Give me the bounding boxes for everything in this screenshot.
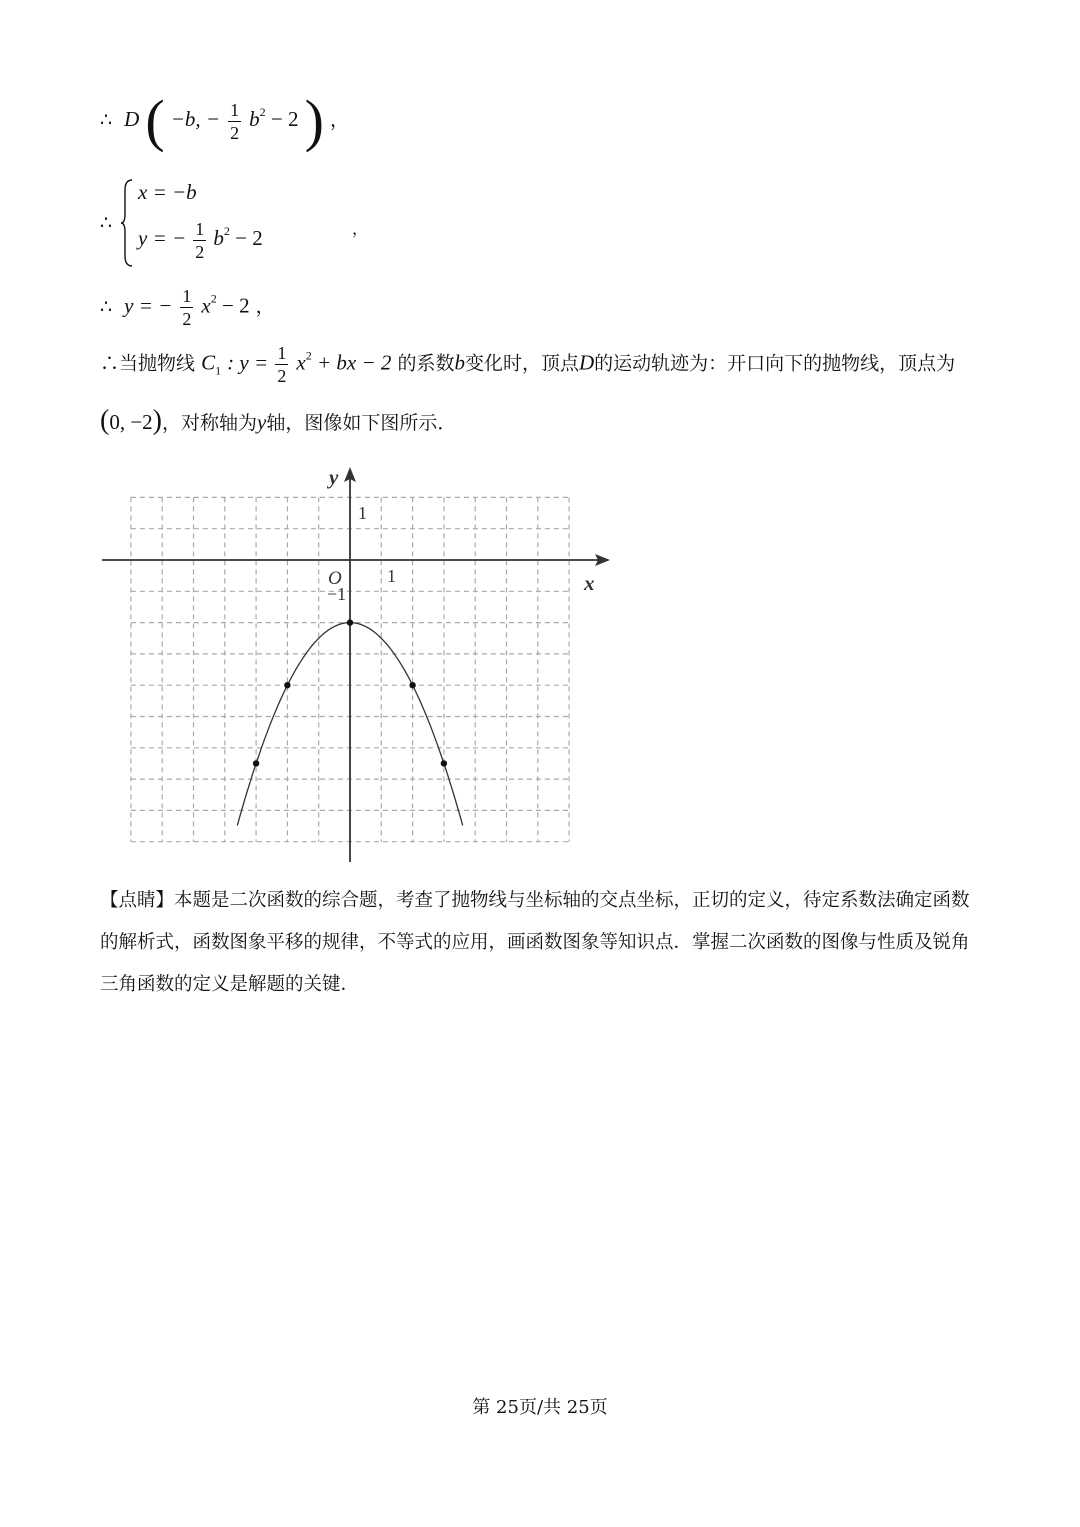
constant-part: − 2 [265,107,299,131]
open-paren: ( [145,88,165,153]
comma: ， [329,109,349,131]
marked-point [409,682,415,688]
point-d-label: D [124,107,140,131]
x-tick-label-1: 1 [387,566,396,586]
comma: ， [352,219,369,238]
curve-name: C [201,350,216,375]
fraction-half: $\frac{1}{2}$ [230,99,240,143]
therefore-symbol: ∴ [100,109,113,131]
fraction-half: $\frac{1}{2}$ [195,219,205,262]
close-paren: ) [304,88,324,153]
note-title: 【点睛】 [100,890,175,911]
y-axis-label: y [329,465,339,489]
origin-label: O [328,568,342,589]
therefore-symbol: ∴ [100,212,113,234]
parabola-graph [95,462,615,867]
note-body: 本题是二次函数的综合题，考查了抛物线与坐标轴的交点坐标，正切的定义，待定系数法确定函数的解析式，函数图象平移的规律，不等式的应用，画函数图象等知识点．掌握二次函数的图像与性质及锐角三角函数的定义是解题的关键． [100,890,970,995]
marked-point [347,619,353,625]
exponent: 2 [259,105,266,119]
y-tick-label-neg-1: −1 [327,584,347,604]
derivation-line-d-coordinates [100,88,349,153]
therefore-symbol: ∴ [100,295,113,318]
system-row-1: x = −b [138,180,197,204]
marked-point [441,760,447,766]
y-tick-label-1: 1 [358,503,367,523]
key-point-note [100,880,980,1006]
page-footer: 第 25页/共 25页 [472,1397,608,1418]
fraction-half: $\frac{1}{2}$ [182,286,192,329]
conclusion-line: ∴当抛物线 $C_1$ : y = $\frac{1}{2}$ $x^2$ + bx − 2 的系数b变化时，顶点D的运动轨迹为：开口向下的抛物线，顶点为 [100,343,956,386]
curly-brace [120,178,134,268]
marked-point [284,682,290,688]
system-row-2: y = − $\frac{1}{2}$ $b^2 - 2$ [138,219,263,262]
expr-part: −b, − [170,107,221,131]
x-axis-label: x [584,571,595,595]
var-b: b [249,107,260,131]
axes [102,467,610,862]
vertex-line: (0, −2)，对称轴为y轴，图像如下图所示． [100,405,457,436]
derivation-line-trajectory: ∴ y = − $\frac{1}{2}$ $x^2 - 2$ ， [100,286,275,329]
fraction-half: $\frac{1}{2}$ [277,343,287,386]
marked-point [253,760,259,766]
